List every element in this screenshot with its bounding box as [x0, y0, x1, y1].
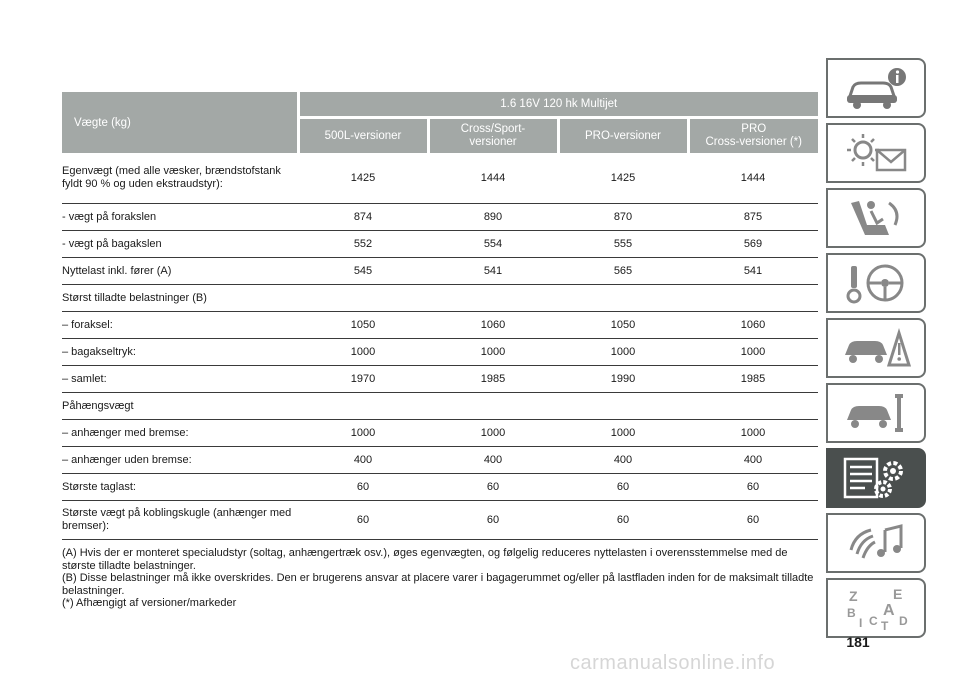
cell-value: 874 — [298, 204, 428, 231]
cell-value: 60 — [428, 474, 558, 501]
table-row — [62, 204, 818, 231]
table-row — [62, 339, 818, 366]
cell-value: 541 — [428, 258, 558, 285]
cell-value: 1444 — [688, 153, 818, 204]
tab-index[interactable] — [826, 578, 926, 638]
cell-value: 1970 — [298, 366, 428, 393]
weights-table-container — [62, 92, 818, 540]
cell-value: 1000 — [428, 420, 558, 447]
breakdown-icon — [841, 325, 911, 371]
cell-value: 1000 — [558, 339, 688, 366]
cell-value: 1000 — [428, 339, 558, 366]
index-letters-icon — [841, 585, 911, 631]
cell-value: 875 — [688, 204, 818, 231]
cell-value: 552 — [298, 231, 428, 258]
cell-value: 60 — [428, 501, 558, 540]
tab-multimedia[interactable] — [826, 513, 926, 573]
cell-value: 60 — [298, 474, 428, 501]
row-label: – samlet: — [62, 366, 298, 393]
row-label: – anhænger uden bremse: — [62, 447, 298, 474]
watermark: carmanualsonline.info — [570, 652, 776, 674]
footnote-a: (A) Hvis der er monteret specialudstyr (soltag, anhængertræk osv.), øges egenvægten, og følgelig reduceres nyttelasten i overensstemmelse med de største tilladte belastninger. — [62, 547, 788, 572]
cell-value — [298, 285, 428, 312]
footnote-b: (B) Disse belastninger må ikke overskrides. Den er brugerens ansvar at placere varer i bagagerummet og/eller på lastfladen inden for de maksimalt tilladte belastninger. — [62, 572, 814, 597]
cell-value: 1000 — [298, 420, 428, 447]
tab-maintenance[interactable] — [826, 383, 926, 443]
cell-value: 60 — [298, 501, 428, 540]
cell-value: 1000 — [558, 420, 688, 447]
cell-value: 569 — [688, 231, 818, 258]
cell-value: 1000 — [688, 420, 818, 447]
row-label: Nyttelast inkl. fører (A) — [62, 258, 298, 285]
cell-value: 1050 — [558, 312, 688, 339]
index-letter: I — [859, 616, 863, 630]
row-label: Største taglast: — [62, 474, 298, 501]
footnote-star: (*) Afhængigt af versioner/markeder — [62, 597, 237, 609]
cell-value: 60 — [558, 474, 688, 501]
cell-value: 890 — [428, 204, 558, 231]
index-letter: A — [883, 602, 895, 619]
footnotes — [62, 547, 818, 610]
cell-value: 1050 — [298, 312, 428, 339]
table-row — [62, 474, 818, 501]
row-header: Vægte (kg) — [62, 92, 298, 153]
column-header: 500L-versioner — [298, 118, 428, 154]
cell-value: 1985 — [428, 366, 558, 393]
column-header: Cross/Sport- versioner — [428, 118, 558, 154]
row-label: – foraksel: — [62, 312, 298, 339]
tab-safety[interactable] — [826, 188, 926, 248]
column-header: PRO Cross-versioner (*) — [688, 118, 818, 154]
tab-warning-lights[interactable] — [826, 123, 926, 183]
weights-table — [62, 92, 818, 540]
cell-value — [298, 393, 428, 420]
column-header: PRO-versioner — [558, 118, 688, 154]
row-label: – anhænger med bremse: — [62, 420, 298, 447]
cell-value: 1985 — [688, 366, 818, 393]
cell-value: 400 — [428, 447, 558, 474]
cell-value: 555 — [558, 231, 688, 258]
cell-value — [428, 285, 558, 312]
tab-starting-driving[interactable] — [826, 253, 926, 313]
cell-value: 1060 — [688, 312, 818, 339]
table-row — [62, 312, 818, 339]
index-letter: E — [893, 586, 903, 602]
cell-value: 400 — [688, 447, 818, 474]
table-row — [62, 393, 818, 420]
cell-value — [688, 393, 818, 420]
table-row — [62, 501, 818, 540]
table-row — [62, 366, 818, 393]
cell-value — [558, 393, 688, 420]
cell-value: 60 — [688, 501, 818, 540]
cell-value: 1444 — [428, 153, 558, 204]
key-steering-icon — [841, 260, 911, 306]
tab-car-info[interactable] — [826, 58, 926, 118]
table-row — [62, 420, 818, 447]
cell-value: 60 — [688, 474, 818, 501]
engine-group-header: 1.6 16V 120 hk Multijet — [298, 92, 818, 118]
cell-value — [688, 285, 818, 312]
table-row — [62, 153, 818, 204]
chapter-tabs — [826, 58, 930, 643]
car-maintenance-icon — [841, 390, 911, 436]
multimedia-icon — [841, 520, 911, 566]
airbag-seat-icon — [841, 195, 911, 241]
index-letter: T — [881, 619, 889, 631]
index-letter: B — [847, 606, 856, 620]
cell-value: 400 — [558, 447, 688, 474]
cell-value: 1425 — [558, 153, 688, 204]
page-number: 181 — [846, 634, 870, 650]
row-label: Størst tilladte belastninger (B) — [62, 285, 298, 312]
row-label: Påhængsvægt — [62, 393, 298, 420]
cell-value: 1425 — [298, 153, 428, 204]
table-row — [62, 258, 818, 285]
index-letter: Z — [849, 588, 858, 604]
row-label: - vægt på bagakslen — [62, 231, 298, 258]
row-label: - vægt på forakslen — [62, 204, 298, 231]
cell-value: 1000 — [688, 339, 818, 366]
cell-value: 60 — [558, 501, 688, 540]
cell-value: 541 — [688, 258, 818, 285]
cell-value: 554 — [428, 231, 558, 258]
table-row — [62, 285, 818, 312]
car-info-icon — [841, 65, 911, 111]
warning-lights-icon — [841, 130, 911, 176]
cell-value: 565 — [558, 258, 688, 285]
row-label: Største vægt på koblingskugle (anhænger med bremser): — [62, 501, 298, 540]
row-label: – bagakseltryk: — [62, 339, 298, 366]
cell-value: 400 — [298, 447, 428, 474]
row-label: Egenvægt (med alle væsker, brændstofstank fyldt 90 % og uden ekstraudstyr): — [62, 153, 298, 204]
cell-value: 1000 — [298, 339, 428, 366]
cell-value: 870 — [558, 204, 688, 231]
tab-technical-data[interactable] — [826, 448, 926, 508]
cell-value: 1060 — [428, 312, 558, 339]
index-letter: C — [869, 614, 878, 628]
table-row — [62, 447, 818, 474]
cell-value — [428, 393, 558, 420]
cell-value: 545 — [298, 258, 428, 285]
technical-data-icon — [841, 455, 911, 501]
cell-value: 1990 — [558, 366, 688, 393]
tab-emergency[interactable] — [826, 318, 926, 378]
table-row — [62, 231, 818, 258]
index-letter: D — [899, 614, 908, 628]
cell-value — [558, 285, 688, 312]
